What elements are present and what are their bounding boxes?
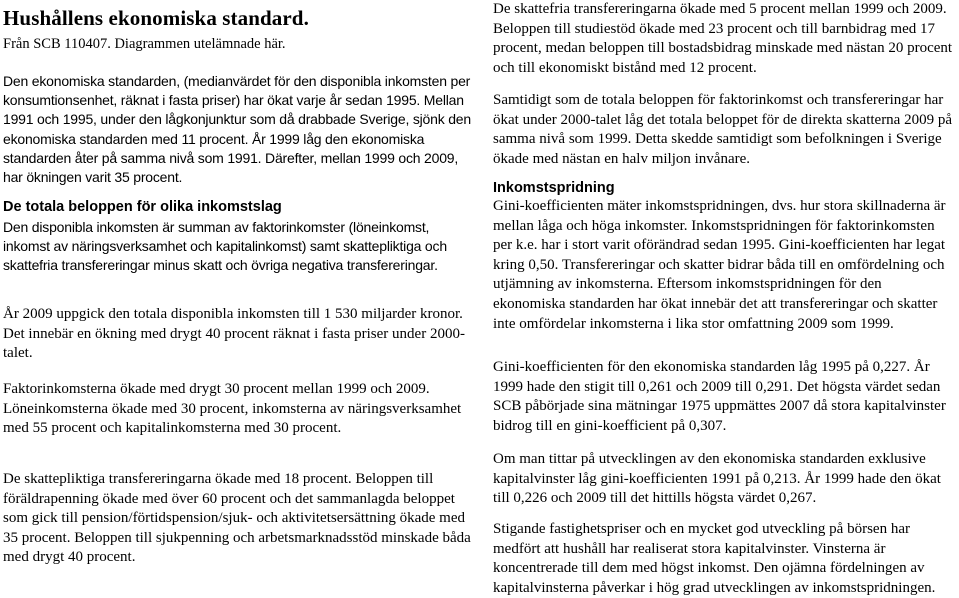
paragraph-disponibel-inkomst: Den disponibla inkomsten är summan av faktorinkomster (löneinkomst, inkomst av näringsverksamhet och kapitalinkomst) samt skattepliktiga och skattefria transfereringar minus skatt och övriga negativa transfereringar.	[3, 219, 447, 274]
source-note: Från SCB 110407. Diagrammen utelämnade här.	[3, 36, 286, 52]
paragraph-gini-exkl-kapital: Om man tittar på utvecklingen av den ekonomiska standarden exklusive kapitalvinster låg gini-koefficienten 1991 på 0,213. År 1999 hade den ökat till 0,226 och 2009 till det hittills högsta värdet 0,267.	[493, 451, 941, 507]
paragraph-skattefria: De skattefria transfereringarna ökade med 5 procent mellan 1999 och 2009. Beloppen till studiestöd ökade med 23 procent och till barnbidrag med 17 procent, medan beloppen till bostadsbidrag minskade med nästan 20 procent och till ekonomiskt bistånd med 12 procent.	[493, 1, 953, 76]
section-heading-inkomstslag: De totala beloppen för olika inkomstslag	[3, 199, 282, 215]
page-title: Hushållens ekonomiska standard.	[3, 6, 309, 30]
paragraph-gini-standard: Gini-koefficienten för den ekonomiska standarden låg 1995 på 0,227. År 1999 hade den stigit till 0,261 och 2009 till 0,291. Det högsta värdet sedan SCB påbörjade sina mätningar 1975 uppmättes 2007 då stora kapitalvinster bidrog till en gini-koefficient på 0,307.	[493, 359, 946, 434]
paragraph-skattepliktiga: De skattepliktiga transfereringarna ökade med 18 procent. Beloppen till föräldrapenning ökade med över 60 procent och det sammanlagda beloppet som gick till pension/förtidspension/sjuk- och aktivitetsersättning ökade med 35 procent. Beloppen till sjukpenning och arbetsmarknadsstöd minskade båda med drygt 40 procent.	[3, 471, 471, 566]
paragraph-direkta-skatter: Samtidigt som de totala beloppen för faktorinkomst och transfereringar har ökat under 2000-talet låg det totala beloppet för de direkta skatterna 2009 på samma nivå som 1999. Detta skedde samtidigt som befolkningen i Sverige ökade med nästan en halv miljon invånare.	[493, 92, 953, 167]
paragraph-kapitalvinster: Stigande fastighetspriser och en mycket god utveckling på börsen har medfört att hushåll har realiserat stora kapitalvinster. Vinsterna är koncentrerade till dem med högst inkomst. Den ojämna fördelningen av kapitalvinsterna påverkar i hög grad utvecklingen av inkomstspridningen.	[493, 521, 936, 596]
intro-paragraph: Den ekonomiska standarden, (medianvärdet för den disponibla inkomsten per konsumtionsenhet, räknat i fasta priser) har ökat varje år sedan 1995. Mellan 1991 och 1995, under den lågkonjunktur som då drabbade Sverige, sjönk den ekonomiska standarden med 11 procent. År 1999 låg den ekonomiska standarden åter på samma nivå som 1991. Därefter, mellan 1999 och 2009, har ökningen varit 35 procent.	[3, 73, 471, 186]
paragraph-gini-intro: Gini-koefficienten mäter inkomstspridningen, dvs. hur stora skillnaderna är mellan låga och höga inkomster. Inkomstspridningen för faktorinkomsten per k.e. har i stort varit oförändrad sedan 1995. Gini-koefficienten har legat kring 0,50. Transfereringar och skatter bidrar båda till en omfördelning och utjämning av inkomsterna. Eftersom inkomstspridningen för den ekonomiska standarden har ökat innebär det att transfereringar och skatter inte omfördelar inkomsterna i lika stor omfattning 2009 som 1999.	[493, 198, 946, 332]
paragraph-total-2009: År 2009 uppgick den totala disponibla inkomsten till 1 530 miljarder kronor. Det innebär en ökning med drygt 40 procent räknat i fasta priser under 2000-talet.	[3, 306, 465, 362]
paragraph-faktorinkomster: Faktorinkomsterna ökade med drygt 30 procent mellan 1999 och 2009. Löneinkomsterna ökade med 30 procent, inkomsterna av näringsverksamhet med 55 procent och kapitalinkomsterna med 30 procent.	[3, 381, 462, 437]
left-column	[3, 0, 473, 566]
section-heading-inkomstspridning: Inkomstspridning	[493, 180, 615, 196]
